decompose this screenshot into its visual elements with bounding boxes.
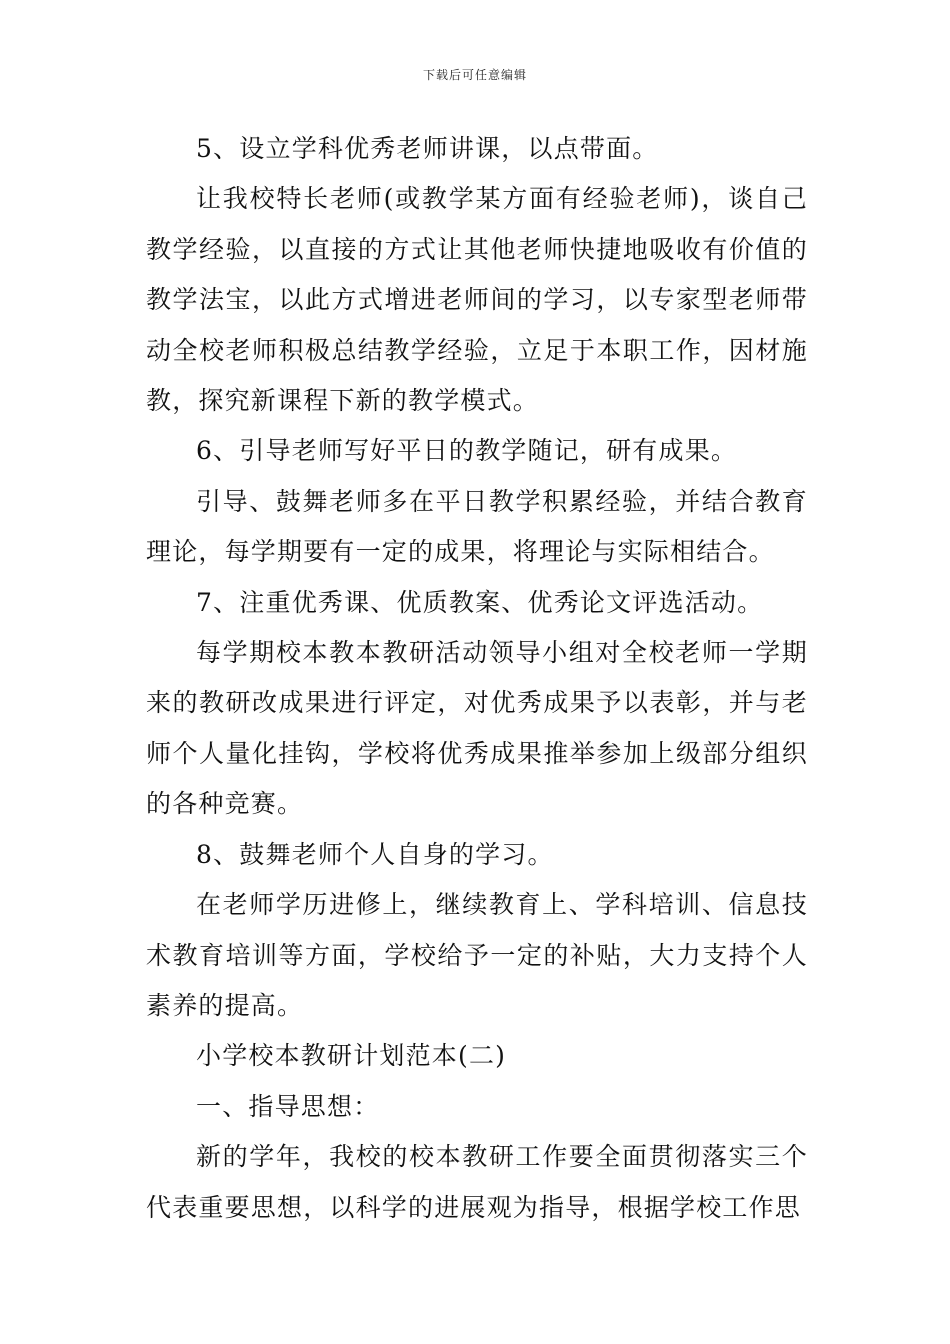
paragraph-item-7-body: 每学期校本教本教研活动领导小组对全校老师一学期来的教研改成果进行评定，对优秀成果予以表彰，并与老师个人量化挂钩，学校将优秀成果推举参加上级部分组织的各种竞赛。 xyxy=(146,638,808,819)
paragraph-item-6-heading: 6、引导老师写好平日的教学随记，研有成果。 xyxy=(196,436,738,466)
paragraph-guiding-thought: 新的学年，我校的校本教研工作要全面贯彻落实三个代表重要思想，以科学的进展观为指导，根据学校工作思 xyxy=(146,1142,808,1222)
paragraph-item-6-body: 引导、鼓舞老师多在平日教学积累经验，并结合教育理论，每学期要有一定的成果，将理论与实际相结合。 xyxy=(146,486,808,567)
document-body xyxy=(146,124,808,1233)
page-header: 下载后可任意编辑 xyxy=(422,68,527,82)
paragraph-item-5-body: 让我校特长老师(或教学某方面有经验老师)，谈自己教学经验，以直接的方式让其他老师快捷地吸收有价值的教学法宝，以此方式增进老师间的学习，以专家型老师带动全校老师积极总结教学经验，立足于本职工作，因材施教，探究新课程下新的教学模式。 xyxy=(146,184,808,416)
paragraph-item-7-heading: 7、注重优秀课、优质教案、优秀论文评选活动。 xyxy=(196,587,764,617)
paragraph-item-8-heading: 8、鼓舞老师个人自身的学习。 xyxy=(196,839,554,869)
section-title: 小学校本教研计划范本(二) xyxy=(196,1041,507,1071)
subsection-heading: 一、指导思想： xyxy=(196,1091,380,1121)
paragraph-item-8-body: 在老师学历进修上，继续教育上、学科培训、信息技术教育培训等方面，学校给予一定的补贴，大力支持个人素养的提高。 xyxy=(146,890,808,1020)
paragraph-item-5-heading: 5、设立学科优秀老师讲课，以点带面。 xyxy=(196,134,659,163)
